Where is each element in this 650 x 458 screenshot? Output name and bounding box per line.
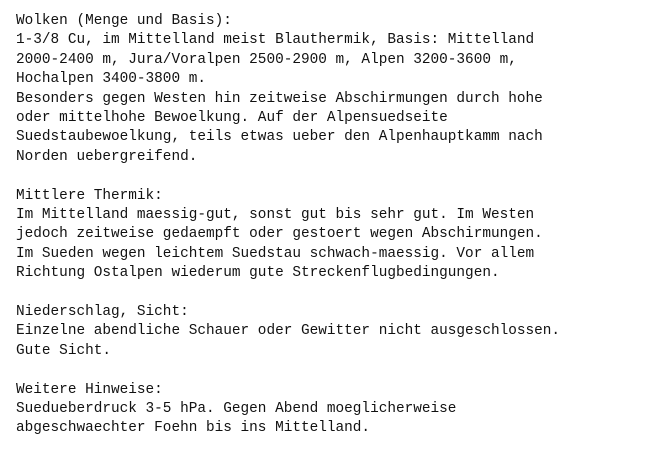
text-line: abgeschwaechter Foehn bis ins Mittelland. bbox=[16, 420, 371, 437]
section-notes bbox=[16, 381, 646, 439]
text-line: Im Mittelland maessig-gut, sonst gut bis sehr gut. Im Westen bbox=[16, 207, 535, 224]
section-clouds bbox=[16, 12, 646, 167]
text-line: oder mittelhohe Bewoelkung. Auf der Alpensuedseite bbox=[16, 110, 448, 127]
text-line: Einzelne abendliche Schauer oder Gewitter nicht ausgeschlossen. bbox=[16, 323, 561, 340]
text-line: Hochalpen 3400-3800 m. bbox=[16, 71, 206, 88]
section-heading: Weitere Hinweise: bbox=[16, 381, 163, 398]
section-heading: Niederschlag, Sicht: bbox=[16, 304, 189, 321]
section-heading: Wolken (Menge und Basis): bbox=[16, 13, 232, 29]
section-precipitation bbox=[16, 303, 646, 361]
text-line: Gute Sicht. bbox=[16, 342, 111, 359]
section-heading: Mittlere Thermik: bbox=[16, 187, 163, 204]
text-line: Richtung Ostalpen wiederum gute Streckenflugbedingungen. bbox=[16, 265, 500, 282]
text-line: jedoch zeitweise gedaempft oder gestoert wegen Abschirmungen. bbox=[16, 226, 543, 243]
text-line: Suedstaubewoelkung, teils etwas ueber den Alpenhauptkamm nach bbox=[16, 129, 543, 146]
forecast-document bbox=[16, 12, 646, 439]
text-line: Besonders gegen Westen hin zeitweise Abschirmungen durch hohe bbox=[16, 90, 543, 107]
text-line: Norden uebergreifend. bbox=[16, 148, 198, 165]
text-line: 1-3/8 Cu, im Mittelland meist Blauthermik, Basis: Mittelland bbox=[16, 32, 535, 49]
section-thermals bbox=[16, 187, 646, 284]
text-line: 2000-2400 m, Jura/Voralpen 2500-2900 m, Alpen 3200-3600 m, bbox=[16, 51, 517, 68]
text-line: Im Sueden wegen leichtem Suedstau schwach-maessig. Vor allem bbox=[16, 245, 535, 262]
text-line: Suedueberdruck 3-5 hPa. Gegen Abend moeglicherweise bbox=[16, 401, 457, 418]
